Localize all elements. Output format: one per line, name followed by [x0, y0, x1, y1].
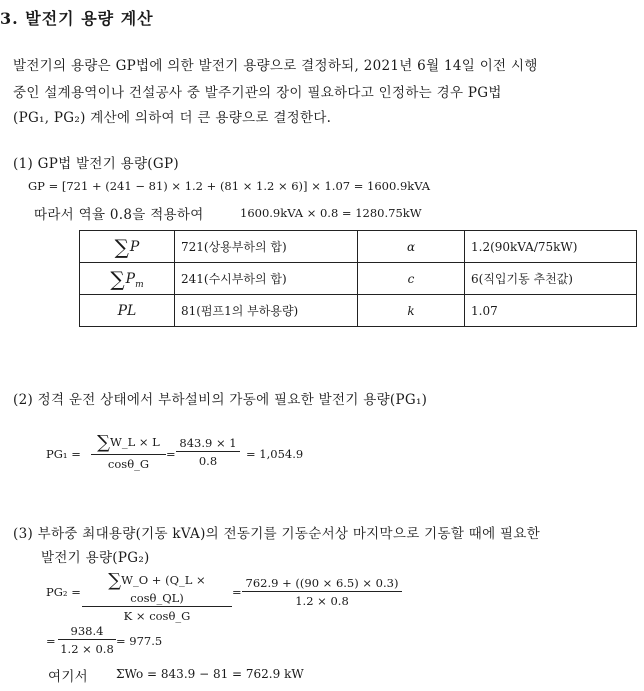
power-factor-formula: 1600.9kVA × 0.8 = 1280.75kW — [240, 206, 422, 220]
sigma-icon: ∑ — [110, 266, 125, 291]
pg2-fraction — [82, 570, 232, 623]
sigma-icon: ∑ — [108, 570, 122, 591]
pg1-denominator: cosθ_G — [107, 457, 150, 471]
description-cell: 241(수시부하의 합) — [175, 263, 358, 295]
pg2-denominator: K × cosθ_G — [123, 609, 191, 623]
pg2-simplified-denominator: 1.2 × 0.8 — [60, 642, 114, 656]
symbol-cell: $\sum P_m$ — [80, 263, 175, 295]
power-factor-text: 따라서 역율 0.8을 적용하여 — [34, 207, 204, 223]
sigma-icon: ∑ — [114, 234, 129, 259]
pg2-value-denominator: 1.2 × 0.8 — [295, 594, 349, 608]
page-title: 3. 발전기 용량 계산 — [0, 9, 154, 28]
parameter-symbol-cell: α — [358, 231, 465, 263]
pg1-value-denominator: 0.8 — [198, 454, 218, 468]
section-1-heading: (1) GP법 발전기 용량(GP) — [13, 156, 179, 172]
pg1-lhs: PG₁ = — [46, 447, 81, 461]
symbol-cell: ∑P — [80, 231, 175, 263]
pg1-value-fraction — [176, 436, 240, 468]
pg2-numerator: W_O + (Q_L × cosθ_QL) — [121, 573, 206, 605]
parameter-symbol-cell: k — [358, 295, 465, 327]
table-row — [80, 263, 637, 295]
table-row — [80, 231, 637, 263]
pg1-numerator: W_L × L — [110, 435, 160, 449]
pg2-value-numerator: 762.9 + ((90 × 6.5) × 0.3) — [245, 576, 399, 590]
where-formula: ΣWo = 843.9 − 81 = 762.9 kW — [116, 667, 304, 681]
intro-line-2: 중인 설계용역이나 건설공사 중 발주기관의 장이 필요하다고 인정하는 경우 PG법 — [13, 85, 502, 101]
pg2-value-fraction — [242, 576, 402, 608]
intro-line-1: 발전기의 용량은 GP법에 의한 발전기 용량으로 결정하되, 2021년 6월 14일 이전 시행 — [13, 58, 538, 74]
parameter-value-cell: 6(직입기동 추천값) — [465, 263, 637, 295]
pg2-result: = 977.5 — [116, 634, 163, 648]
parameter-value-cell: 1.2(90kVA/75kW) — [465, 231, 637, 263]
description-cell: 721(상용부하의 합) — [175, 231, 358, 263]
parameter-table — [79, 230, 637, 327]
description-cell: 81(펌프1의 부하용량) — [175, 295, 358, 327]
parameter-symbol-cell: c — [358, 263, 465, 295]
section-2-heading: (2) 정격 운전 상태에서 부하설비의 가동에 필요한 발전기 용량(PG₁) — [13, 392, 428, 408]
where-label: 여기서 — [48, 669, 89, 685]
sigma-icon: ∑ — [97, 432, 111, 453]
pg1-fraction — [91, 432, 166, 471]
pg2-simplified-numerator: 938.4 — [70, 624, 104, 638]
section-3-heading-2: 발전기 용량(PG₂) — [41, 550, 150, 566]
gp-formula: GP = [721 + (241 − 81) × 1.2 + (81 × 1.2 × 6)] × 1.07 = 1600.9kVA — [28, 179, 431, 193]
pg2-simplified-fraction — [58, 624, 116, 656]
symbol-cell: PL — [80, 295, 175, 327]
table-row — [80, 295, 637, 327]
pg1-result: = 1,054.9 — [246, 447, 304, 461]
parameter-value-cell: 1.07 — [465, 295, 637, 327]
intro-line-3: (PG₁, PG₂) 계산에 의하여 더 큰 용량으로 결정한다. — [13, 110, 332, 126]
pg1-value-numerator: 843.9 × 1 — [179, 436, 237, 450]
section-3-heading-1: (3) 부하중 최대용량(기동 kVA)의 전동기를 기동순서상 마지막으로 기동할 때에 필요한 — [13, 526, 541, 542]
pg2-lhs: PG₂ = — [46, 585, 81, 599]
